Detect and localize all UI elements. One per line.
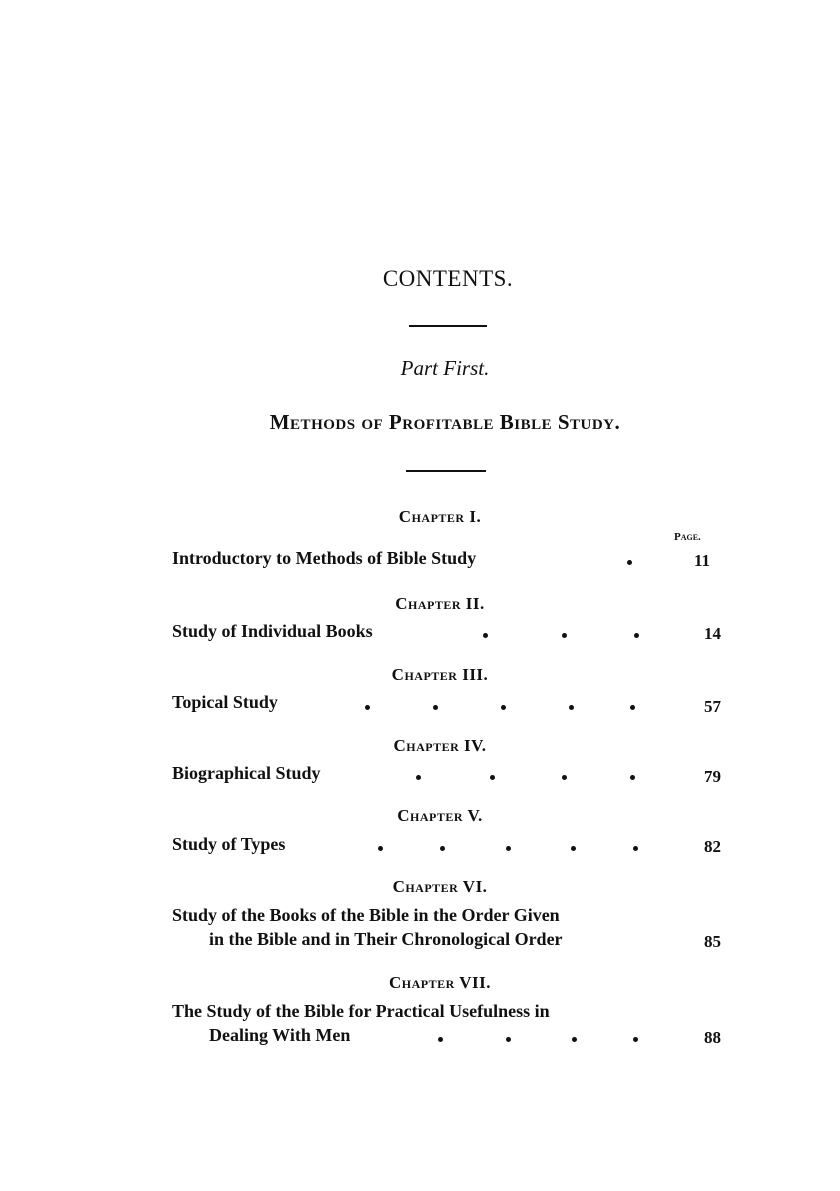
- leader-dot: [571, 846, 576, 851]
- leader-dot: [562, 633, 567, 638]
- toc-entry-page: 14: [704, 624, 721, 643]
- leader-dot: [490, 775, 495, 780]
- toc-entry-title: Introductory to Methods of Bible Study: [172, 548, 477, 568]
- toc-entry-title: The Study of the Bible for Practical Usefulness in: [172, 1001, 550, 1021]
- toc-entry-title: Topical Study: [172, 692, 278, 712]
- leader-dot: [572, 1037, 577, 1042]
- toc-entry-title-continued: in the Bible and in Their Chronological Order: [209, 929, 563, 949]
- part-heading: Part First.: [400, 356, 490, 380]
- toc-entry-page: 82: [704, 837, 721, 856]
- toc-entry-page: 85: [704, 932, 721, 951]
- toc-entry-title: Study of the Books of the Bible in the Order Given: [172, 905, 560, 925]
- leader-dot: [501, 705, 506, 710]
- chapter-heading: Chapter V.: [397, 806, 483, 825]
- chapter-heading: Chapter III.: [391, 665, 489, 684]
- leader-dot: [627, 560, 632, 565]
- section-divider: [406, 470, 486, 472]
- chapter-heading: Chapter I.: [398, 507, 482, 526]
- page-column-label: Page.: [674, 531, 701, 543]
- leader-dot: [365, 705, 370, 710]
- leader-dot: [562, 775, 567, 780]
- leader-dot: [438, 1037, 443, 1042]
- leader-dot: [416, 775, 421, 780]
- leader-dot: [506, 846, 511, 851]
- toc-entry-title: Study of Individual Books: [172, 621, 373, 641]
- chapter-heading: Chapter II.: [395, 594, 485, 613]
- leader-dot: [378, 846, 383, 851]
- toc-entry-title-continued: Dealing With Men: [209, 1025, 351, 1045]
- toc-entry-page: 88: [704, 1028, 721, 1047]
- chapter-heading: Chapter IV.: [393, 736, 487, 755]
- toc-entry-title: Study of Types: [172, 834, 286, 854]
- title-divider: [409, 325, 487, 327]
- leader-dot: [483, 633, 488, 638]
- leader-dot: [506, 1037, 511, 1042]
- leader-dot: [630, 705, 635, 710]
- leader-dot: [634, 633, 639, 638]
- leader-dot: [633, 846, 638, 851]
- toc-entry-page: 79: [704, 767, 721, 786]
- leader-dot: [433, 705, 438, 710]
- chapter-heading: Chapter VI.: [392, 877, 488, 896]
- leader-dot: [633, 1037, 638, 1042]
- chapter-heading: Chapter VII.: [389, 973, 491, 992]
- toc-entry-page: 11: [693, 551, 710, 570]
- leader-dot: [630, 775, 635, 780]
- contents-title: CONTENTS.: [382, 266, 514, 291]
- leader-dot: [440, 846, 445, 851]
- section-title: Methods of Profitable Bible Study.: [269, 410, 621, 434]
- toc-entry-page: 57: [704, 697, 721, 716]
- toc-entry-title: Biographical Study: [172, 763, 321, 783]
- leader-dot: [569, 705, 574, 710]
